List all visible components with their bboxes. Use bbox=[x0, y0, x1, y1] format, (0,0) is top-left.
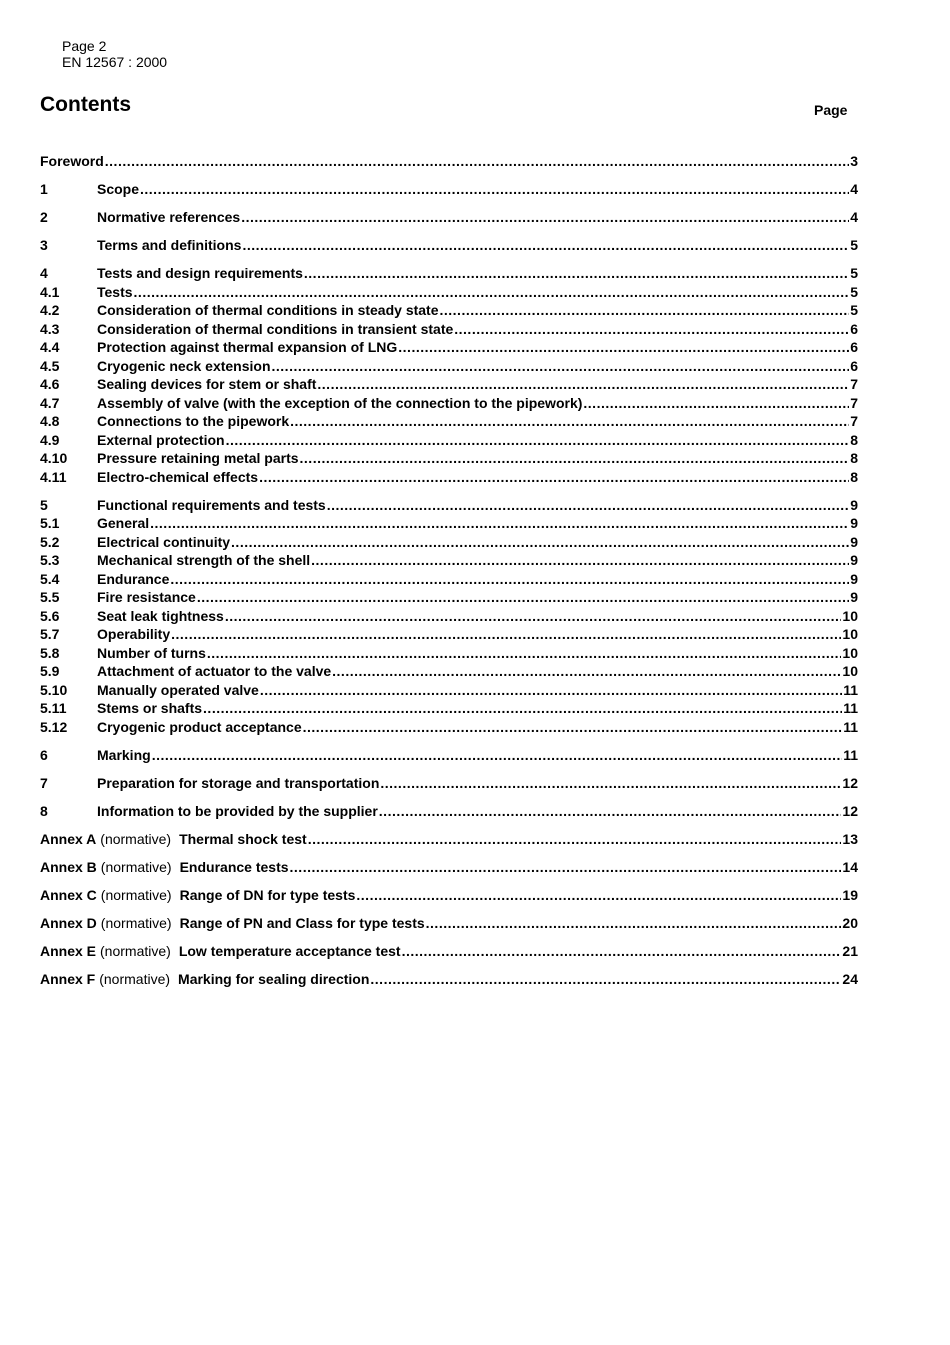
annex-page: 20 bbox=[842, 914, 858, 931]
toc-entry-number: 5.5 bbox=[40, 589, 60, 605]
toc-entry-page: 4 bbox=[850, 209, 858, 225]
toc-annex-f[interactable] bbox=[40, 970, 858, 989]
toc-entry-page: 6 bbox=[850, 339, 858, 355]
toc-entry-foreword[interactable] bbox=[40, 152, 858, 171]
toc-entry-page: 7 bbox=[850, 394, 858, 411]
dot-leader bbox=[356, 886, 841, 904]
toc-entry[interactable] bbox=[40, 431, 858, 450]
toc-entry-number: 4.1 bbox=[40, 283, 60, 300]
toc-entry-number: 5 bbox=[40, 496, 48, 513]
annex-page: 14 bbox=[842, 858, 858, 875]
toc-entry-title: Sealing devices for stem or shaft bbox=[97, 376, 317, 392]
table-of-contents bbox=[40, 152, 858, 988]
toc-entry-page: 9 bbox=[850, 589, 858, 605]
toc-entry-number: 4.11 bbox=[40, 468, 67, 485]
toc-entry[interactable] bbox=[40, 208, 858, 227]
toc-entry-number: 8 bbox=[40, 802, 48, 819]
toc-entry-title: Normative references bbox=[97, 209, 241, 225]
toc-entry-page: 3 bbox=[850, 153, 858, 169]
toc-entry[interactable] bbox=[40, 375, 858, 394]
annex-kind: (normative) bbox=[100, 886, 172, 903]
annex-label: Annex A bbox=[40, 830, 97, 847]
toc-annex-a[interactable] bbox=[40, 830, 858, 849]
dot-leader bbox=[440, 301, 850, 319]
dot-leader bbox=[304, 264, 849, 282]
toc-annex-e[interactable] bbox=[40, 942, 858, 961]
toc-entry-title: Electro-chemical effects bbox=[97, 468, 259, 485]
page-column-label: Page bbox=[814, 102, 848, 118]
toc-entry[interactable] bbox=[40, 468, 858, 487]
dot-leader bbox=[105, 152, 849, 170]
annex-page: 19 bbox=[842, 886, 858, 903]
dot-leader bbox=[226, 431, 850, 449]
toc-entry-number: 5.4 bbox=[40, 570, 60, 587]
toc-entry-title: Endurance bbox=[97, 570, 170, 587]
toc-entry-number: 5.6 bbox=[40, 607, 60, 624]
annex-label: Annex D bbox=[40, 914, 97, 931]
toc-entry-page: 10 bbox=[842, 607, 858, 624]
toc-entry-number: 4.2 bbox=[40, 302, 60, 318]
toc-entry-title: Tests bbox=[97, 283, 133, 300]
toc-entry-number: 4.8 bbox=[40, 413, 60, 429]
annex-kind: (normative) bbox=[100, 858, 172, 875]
toc-entry-page: 11 bbox=[843, 700, 858, 716]
dot-leader bbox=[207, 644, 842, 662]
dot-leader bbox=[197, 588, 849, 606]
toc-entry-title: Seat leak tightness bbox=[97, 607, 224, 624]
toc-entry[interactable] bbox=[40, 301, 858, 320]
toc-entry-number: 5.9 bbox=[40, 663, 60, 679]
dot-leader bbox=[426, 914, 842, 932]
toc-entry-page: 12 bbox=[842, 774, 858, 791]
toc-entry-number: 4.4 bbox=[40, 339, 60, 355]
annex-page: 21 bbox=[842, 942, 858, 959]
dot-leader bbox=[171, 625, 841, 643]
dot-leader bbox=[242, 236, 849, 254]
dot-leader bbox=[203, 699, 842, 717]
dot-leader bbox=[379, 802, 842, 820]
toc-entry-title: Foreword bbox=[40, 153, 104, 169]
dot-leader bbox=[272, 357, 850, 375]
toc-entry-title: Scope bbox=[97, 181, 140, 197]
toc-entry[interactable] bbox=[40, 681, 858, 700]
toc-entry[interactable] bbox=[40, 320, 858, 339]
toc-entry[interactable] bbox=[40, 625, 858, 644]
toc-entry-page: 9 bbox=[850, 570, 858, 587]
dot-leader bbox=[225, 607, 842, 625]
toc-entry[interactable] bbox=[40, 551, 858, 570]
annex-title: Range of DN for type tests bbox=[179, 886, 356, 903]
toc-entry-number: 4.10 bbox=[40, 450, 68, 466]
toc-entry-number: 4.5 bbox=[40, 357, 60, 374]
toc-entry[interactable] bbox=[40, 394, 858, 413]
toc-entry-title: Assembly of valve (with the exception of the connection to the pipework) bbox=[97, 394, 583, 411]
dot-leader bbox=[370, 970, 841, 988]
toc-entry-page: 5 bbox=[850, 265, 858, 281]
annex-kind: (normative) bbox=[100, 942, 171, 959]
toc-entry-title: Cryogenic neck extension bbox=[97, 357, 271, 374]
annex-page: 13 bbox=[842, 830, 858, 847]
toc-entry[interactable] bbox=[40, 514, 858, 533]
toc-entry[interactable] bbox=[40, 802, 858, 821]
toc-entry-page: 10 bbox=[842, 663, 858, 679]
dot-leader bbox=[134, 283, 850, 301]
toc-annex-c[interactable] bbox=[40, 886, 858, 905]
dot-leader bbox=[380, 774, 841, 792]
annex-title: Marking for sealing direction bbox=[178, 970, 370, 987]
annex-title: Thermal shock test bbox=[179, 830, 307, 847]
dot-leader bbox=[454, 320, 849, 338]
dot-leader bbox=[150, 514, 849, 532]
toc-entry-number: 5.8 bbox=[40, 644, 60, 661]
toc-entry-page: 10 bbox=[842, 644, 858, 661]
toc-entry-title: General bbox=[97, 515, 150, 531]
toc-entry-page: 11 bbox=[843, 681, 858, 698]
toc-entry[interactable] bbox=[40, 588, 858, 607]
toc-entry-number: 7 bbox=[40, 774, 48, 791]
toc-entry[interactable] bbox=[40, 746, 858, 765]
toc-entry-page: 5 bbox=[850, 237, 858, 253]
toc-entry[interactable] bbox=[40, 412, 858, 431]
annex-title: Low temperature acceptance test bbox=[178, 942, 401, 959]
toc-entry-title: Cryogenic product acceptance bbox=[97, 718, 302, 735]
toc-entry[interactable] bbox=[40, 607, 858, 626]
toc-entry-title: Electrical continuity bbox=[97, 533, 231, 550]
toc-entry[interactable] bbox=[40, 699, 858, 718]
toc-entry[interactable] bbox=[40, 283, 858, 302]
page-number: Page 2 bbox=[62, 38, 107, 54]
dot-leader bbox=[398, 338, 849, 356]
toc-entry-number: 2 bbox=[40, 209, 48, 225]
toc-annex-d[interactable] bbox=[40, 914, 858, 933]
toc-entry[interactable] bbox=[40, 236, 858, 255]
toc-entry-page: 6 bbox=[850, 357, 858, 374]
toc-entry-number: 5.2 bbox=[40, 533, 60, 550]
toc-entry-title: Manually operated valve bbox=[97, 681, 259, 698]
toc-entry-page: 4 bbox=[850, 181, 858, 197]
annex-label: Annex F bbox=[40, 970, 96, 987]
toc-entry-number: 4.9 bbox=[40, 431, 60, 448]
toc-entry-number: 4.7 bbox=[40, 394, 60, 411]
contents-title: Contents bbox=[40, 93, 131, 116]
toc-entry-number: 4.6 bbox=[40, 376, 60, 392]
dot-leader bbox=[290, 412, 849, 430]
toc-entry-page: 9 bbox=[850, 552, 858, 568]
toc-entry-page: 8 bbox=[850, 450, 858, 466]
toc-entry-title: Stems or shafts bbox=[97, 700, 203, 716]
toc-entry-number: 4 bbox=[40, 265, 48, 281]
toc-entry-number: 6 bbox=[40, 746, 48, 763]
toc-entry-number: 5.12 bbox=[40, 718, 68, 735]
toc-entry-page: 9 bbox=[850, 496, 858, 513]
annex-title: Range of PN and Class for type tests bbox=[179, 914, 425, 931]
toc-entry[interactable] bbox=[40, 357, 858, 376]
dot-leader bbox=[241, 208, 849, 226]
toc-entry-page: 12 bbox=[842, 802, 858, 819]
toc-entry-number: 5.11 bbox=[40, 700, 67, 716]
toc-entry-page: 8 bbox=[850, 468, 858, 485]
toc-entry-title: Consideration of thermal conditions in steady state bbox=[97, 302, 439, 318]
toc-entry[interactable] bbox=[40, 570, 858, 589]
toc-entry-title: Consideration of thermal conditions in transient state bbox=[97, 320, 454, 337]
dot-leader bbox=[583, 394, 849, 412]
annex-label: Annex E bbox=[40, 942, 97, 959]
toc-entry[interactable] bbox=[40, 180, 858, 199]
toc-entry-title: Connections to the pipework bbox=[97, 413, 290, 429]
toc-entry-page: 5 bbox=[850, 283, 858, 300]
dot-leader bbox=[327, 496, 849, 514]
dot-leader bbox=[259, 468, 849, 486]
toc-entry-title: Pressure retaining metal parts bbox=[97, 450, 299, 466]
toc-entry-title: Terms and definitions bbox=[97, 237, 242, 253]
toc-entry[interactable] bbox=[40, 496, 858, 515]
dot-leader bbox=[303, 718, 843, 736]
toc-entry-title: Fire resistance bbox=[97, 589, 196, 605]
toc-entry-page: 9 bbox=[850, 515, 858, 531]
toc-entry-title: Number of turns bbox=[97, 644, 206, 661]
dot-leader bbox=[402, 942, 842, 960]
toc-entry-title: Mechanical strength of the shell bbox=[97, 552, 311, 568]
toc-entry-page: 11 bbox=[843, 718, 858, 735]
toc-entry-page: 6 bbox=[850, 320, 858, 337]
toc-entry-page: 7 bbox=[850, 376, 858, 392]
toc-entry-page: 8 bbox=[850, 431, 858, 448]
toc-entry[interactable] bbox=[40, 449, 858, 468]
toc-entry-number: 5.3 bbox=[40, 552, 60, 568]
toc-entry-title: Attachment of actuator to the valve bbox=[97, 663, 332, 679]
toc-entry-number: 3 bbox=[40, 237, 48, 253]
dot-leader bbox=[290, 858, 842, 876]
toc-entry-number: 5.1 bbox=[40, 515, 60, 531]
toc-entry[interactable] bbox=[40, 644, 858, 663]
toc-entry-page: 7 bbox=[850, 413, 858, 429]
toc-entry-page: 11 bbox=[843, 746, 858, 763]
dot-leader bbox=[300, 449, 850, 467]
toc-entry-title: Functional requirements and tests bbox=[97, 496, 326, 513]
standard-id: EN 12567 : 2000 bbox=[62, 54, 168, 70]
dot-leader bbox=[152, 746, 843, 764]
toc-entry-title: Marking bbox=[97, 746, 151, 763]
toc-entry[interactable] bbox=[40, 338, 858, 357]
annex-label: Annex B bbox=[40, 858, 97, 875]
dot-leader bbox=[332, 662, 841, 680]
toc-entry-number: 5.10 bbox=[40, 681, 68, 698]
annex-kind: (normative) bbox=[100, 914, 172, 931]
dot-leader bbox=[170, 570, 849, 588]
toc-entry-title: Operability bbox=[97, 626, 171, 642]
toc-entry-title: Protection against thermal expansion of LNG bbox=[97, 339, 398, 355]
dot-leader bbox=[140, 180, 849, 198]
toc-entry-page: 10 bbox=[842, 626, 858, 642]
toc-entry[interactable] bbox=[40, 662, 858, 681]
annex-label: Annex C bbox=[40, 886, 97, 903]
dot-leader bbox=[231, 533, 849, 551]
dot-leader bbox=[260, 681, 842, 699]
toc-entry-title: External protection bbox=[97, 431, 225, 448]
dot-leader bbox=[311, 551, 849, 569]
dot-leader bbox=[317, 375, 849, 393]
toc-entry-title: Tests and design requirements bbox=[97, 265, 303, 281]
toc-entry-page: 5 bbox=[850, 302, 858, 318]
page-header bbox=[62, 38, 167, 70]
annex-title: Endurance tests bbox=[179, 858, 289, 875]
toc-entry[interactable] bbox=[40, 718, 858, 737]
toc-entry-title: Preparation for storage and transportation bbox=[97, 774, 380, 791]
toc-entry-number: 4.3 bbox=[40, 320, 60, 337]
annex-page: 24 bbox=[842, 970, 858, 987]
toc-entry-page: 9 bbox=[850, 533, 858, 550]
toc-annex-b[interactable] bbox=[40, 858, 858, 877]
toc-entry-number: 1 bbox=[40, 181, 48, 197]
annex-kind: (normative) bbox=[99, 970, 171, 987]
annex-kind: (normative) bbox=[100, 830, 172, 847]
toc-entry[interactable] bbox=[40, 264, 858, 283]
toc-entry-title: Information to be provided by the supplier bbox=[97, 802, 378, 819]
toc-entry-number: 5.7 bbox=[40, 626, 60, 642]
toc-entry[interactable] bbox=[40, 533, 858, 552]
dot-leader bbox=[308, 830, 842, 848]
toc-entry[interactable] bbox=[40, 774, 858, 793]
